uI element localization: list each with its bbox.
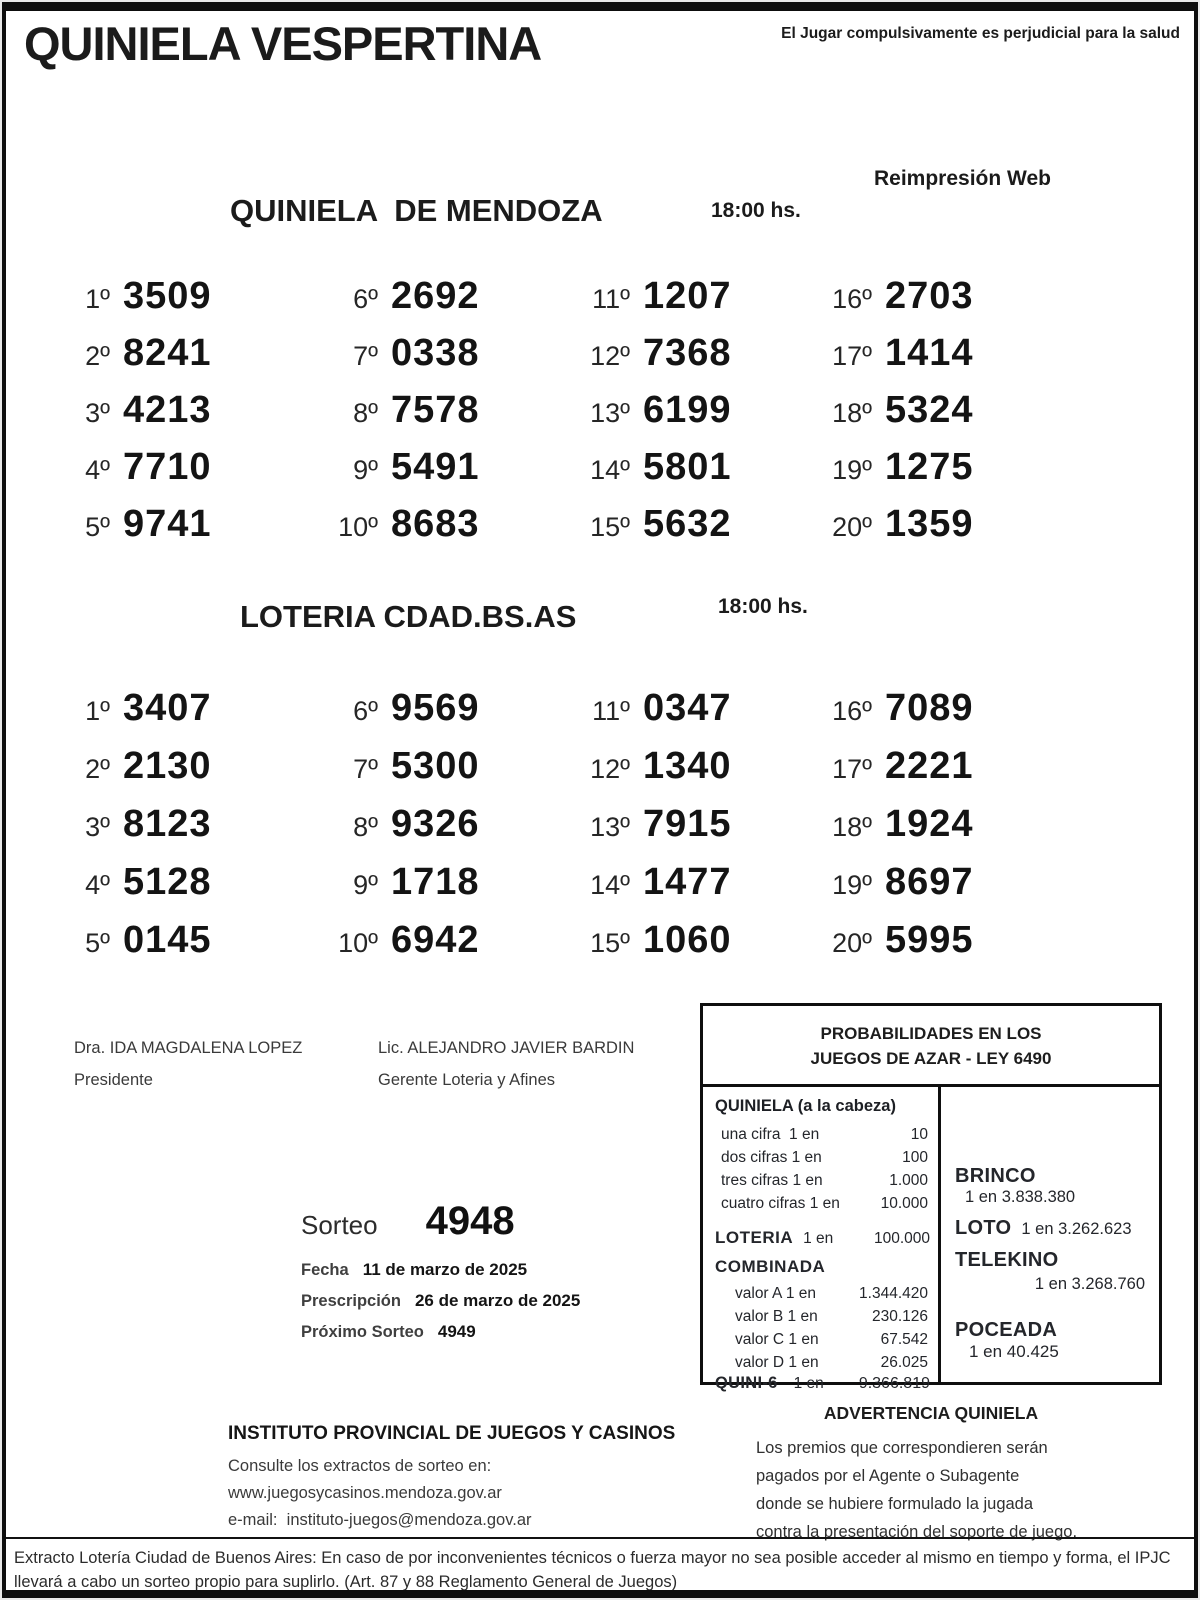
result-item bbox=[574, 275, 816, 318]
result-rank: 10º bbox=[338, 927, 378, 958]
result-rank: 11º bbox=[592, 695, 630, 726]
signatory-name: Dra. IDA MAGDALENA LOPEZ bbox=[74, 1039, 303, 1057]
probability-row bbox=[721, 1123, 928, 1146]
probability-value: 10.000 bbox=[880, 1195, 928, 1212]
result-number: 6199 bbox=[643, 389, 732, 431]
game-odds: 1 en 3.262.623 bbox=[1021, 1220, 1132, 1238]
result-number: 8697 bbox=[885, 860, 974, 903]
result-item bbox=[816, 503, 1144, 546]
result-rank: 10º bbox=[338, 512, 378, 542]
probability-value: 10 bbox=[910, 1126, 928, 1143]
probability-row bbox=[721, 1192, 928, 1215]
institute-line: Consulte los extractos de sorteo en: bbox=[228, 1457, 492, 1475]
result-item bbox=[816, 919, 1144, 962]
result-number: 5324 bbox=[885, 389, 974, 431]
result-item bbox=[54, 503, 322, 546]
probability-value: 67.542 bbox=[880, 1331, 928, 1348]
probabilities-box bbox=[700, 1003, 1162, 1392]
quiniela-odds-rows bbox=[715, 1123, 930, 1215]
result-item bbox=[54, 687, 322, 730]
probability-row bbox=[721, 1146, 928, 1169]
result-rank: 18º bbox=[832, 398, 872, 428]
result-number: 5128 bbox=[123, 860, 212, 903]
result-item bbox=[574, 861, 816, 904]
result-number: 7089 bbox=[885, 686, 974, 729]
result-rank: 1º bbox=[85, 695, 110, 726]
draw-info-label: Prescripción bbox=[301, 1292, 401, 1310]
probability-row bbox=[721, 1169, 928, 1192]
signatories bbox=[74, 1039, 682, 1090]
result-rank: 20º bbox=[832, 512, 872, 542]
bottom-divider bbox=[6, 1537, 1194, 1539]
result-item bbox=[574, 446, 816, 489]
institute-line: www.juegosycasinos.mendoza.gov.ar bbox=[228, 1484, 502, 1502]
result-number: 5300 bbox=[391, 744, 480, 787]
draw-time-mendoza: 18:00 hs. bbox=[711, 199, 801, 222]
probabilities-left-column bbox=[703, 1087, 941, 1392]
result-item bbox=[54, 332, 322, 375]
draw-info-row bbox=[301, 1260, 580, 1280]
draw-info-value: 4949 bbox=[437, 1322, 476, 1341]
result-item bbox=[54, 803, 322, 846]
result-number: 1359 bbox=[885, 503, 974, 545]
result-rank: 5º bbox=[85, 927, 110, 958]
result-number: 8683 bbox=[391, 503, 480, 545]
result-item bbox=[322, 745, 574, 788]
result-item bbox=[816, 332, 1144, 375]
signatory-role: Presidente bbox=[74, 1071, 153, 1089]
quini6-odds-row bbox=[715, 1374, 930, 1393]
draw-info bbox=[301, 1260, 580, 1353]
result-number: 3407 bbox=[123, 686, 212, 729]
loteria-mid: 1 en bbox=[803, 1230, 834, 1247]
probabilities-title-line1: PROBABILIDADES EN LOS bbox=[820, 1024, 1042, 1043]
result-item bbox=[322, 446, 574, 489]
draw-info-row bbox=[301, 1291, 580, 1311]
draw-info-label: Fecha bbox=[301, 1261, 349, 1279]
result-rank: 14º bbox=[590, 455, 630, 485]
game-name: POCEADA bbox=[955, 1319, 1058, 1341]
result-rank: 8º bbox=[353, 398, 378, 428]
result-item bbox=[54, 919, 322, 962]
result-number: 8123 bbox=[123, 802, 212, 845]
probability-label: valor C 1 en bbox=[735, 1331, 819, 1348]
result-rank: 20º bbox=[832, 927, 872, 958]
result-rank: 13º bbox=[590, 398, 630, 428]
result-number: 9741 bbox=[123, 503, 212, 545]
result-rank: 3º bbox=[85, 811, 110, 842]
probability-value: 1.344.420 bbox=[859, 1285, 928, 1302]
result-number: 6942 bbox=[391, 918, 480, 961]
disclaimer-text: Extracto Lotería Ciudad de Buenos Aires: En caso de por inconvenientes técnicos o fuerza mayor no sea posible acceder al mismo en tiempo y forma, el IPJC llevará a cabo un sorteo propio para suplirlo. (Art. 87 y 88 Reglamento General de Juegos) bbox=[14, 1549, 1171, 1591]
result-rank: 13º bbox=[590, 811, 630, 842]
result-number: 0347 bbox=[643, 686, 732, 729]
result-item bbox=[54, 745, 322, 788]
probability-label: cuatro cifras 1 en bbox=[721, 1195, 840, 1212]
result-number: 1414 bbox=[885, 332, 974, 374]
result-item bbox=[816, 745, 1144, 788]
combinada-header: COMBINADA bbox=[715, 1257, 826, 1276]
result-number: 2221 bbox=[885, 744, 974, 787]
result-number: 0145 bbox=[123, 918, 212, 961]
game-name: BRINCO bbox=[955, 1165, 1036, 1187]
probabilities-right-column bbox=[941, 1087, 1159, 1382]
result-rank: 1º bbox=[85, 284, 110, 314]
result-rank: 5º bbox=[85, 512, 110, 542]
result-number: 2130 bbox=[123, 744, 212, 787]
probability-row bbox=[735, 1351, 928, 1374]
result-item bbox=[574, 503, 816, 546]
result-rank: 9º bbox=[353, 455, 378, 485]
game-odds-row bbox=[955, 1249, 1149, 1295]
section-title-bsas: LOTERIA CDAD.BS.AS bbox=[240, 599, 577, 634]
probability-row bbox=[735, 1328, 928, 1351]
result-number: 4213 bbox=[123, 389, 212, 431]
result-rank: 6º bbox=[353, 695, 378, 726]
institute-lines bbox=[228, 1453, 675, 1534]
draw-info-label: Próximo Sorteo bbox=[301, 1323, 424, 1341]
result-rank: 9º bbox=[353, 869, 378, 900]
institute-line: e-mail: instituto-juegos@mendoza.gov.ar bbox=[228, 1511, 532, 1529]
result-number: 1477 bbox=[643, 860, 732, 903]
probability-label: tres cifras 1 en bbox=[721, 1172, 823, 1189]
result-item bbox=[54, 861, 322, 904]
draw-info-value: 11 de marzo de 2025 bbox=[362, 1260, 528, 1279]
result-rank: 8º bbox=[353, 811, 378, 842]
game-name: TELEKINO bbox=[955, 1249, 1059, 1271]
result-number: 7578 bbox=[391, 389, 480, 431]
result-rank: 19º bbox=[832, 869, 872, 900]
result-item bbox=[816, 446, 1144, 489]
result-item bbox=[54, 275, 322, 318]
result-number: 5491 bbox=[391, 446, 480, 488]
signatory-role: Gerente Loteria y Afines bbox=[378, 1071, 556, 1089]
probability-label: dos cifras 1 en bbox=[721, 1149, 822, 1166]
probability-label: valor A 1 en bbox=[735, 1285, 817, 1302]
probability-row bbox=[735, 1305, 928, 1328]
result-number: 7915 bbox=[643, 802, 732, 845]
advertencia-line: donde se hubiere formulado la jugada bbox=[756, 1495, 1034, 1513]
result-rank: 4º bbox=[85, 455, 110, 485]
result-number: 1060 bbox=[643, 918, 732, 961]
result-item bbox=[574, 687, 816, 730]
result-number: 9326 bbox=[391, 802, 480, 845]
quiniela-header: QUINIELA (a la cabeza) bbox=[715, 1097, 896, 1115]
result-number: 7710 bbox=[123, 446, 212, 488]
result-number: 9569 bbox=[391, 686, 480, 729]
result-item bbox=[54, 446, 322, 489]
result-number: 3509 bbox=[123, 275, 212, 317]
quini6-mid: 1 en bbox=[793, 1375, 824, 1392]
result-rank: 2º bbox=[85, 753, 110, 784]
advertencia-title: ADVERTENCIA QUINIELA bbox=[823, 1403, 1039, 1423]
result-rank: 2º bbox=[85, 341, 110, 371]
result-item bbox=[322, 275, 574, 318]
probability-label: valor B 1 en bbox=[735, 1308, 818, 1325]
result-rank: 3º bbox=[85, 398, 110, 428]
extract-document bbox=[2, 2, 1198, 1598]
signatory-block bbox=[378, 1039, 682, 1090]
result-item bbox=[322, 861, 574, 904]
result-item bbox=[322, 803, 574, 846]
result-rank: 12º bbox=[590, 753, 630, 784]
game-odds: 1 en 3.268.760 bbox=[1034, 1275, 1145, 1293]
advertencia-line: contra la presentación del soporte de juego. bbox=[756, 1523, 1078, 1541]
advertencia-line: Los premios que correspondieren serán bbox=[756, 1439, 1048, 1457]
probability-value: 100 bbox=[902, 1149, 928, 1166]
result-item bbox=[816, 687, 1144, 730]
result-rank: 16º bbox=[832, 284, 872, 314]
probability-label: valor D 1 en bbox=[735, 1354, 819, 1371]
loteria-value: 100.000 bbox=[873, 1230, 930, 1247]
institute-block bbox=[228, 1423, 675, 1534]
probability-value: 1.000 bbox=[889, 1172, 928, 1189]
result-rank: 12º bbox=[590, 341, 630, 371]
draw-number-row bbox=[301, 1199, 515, 1244]
probabilities-title-line2: JUEGOS DE AZAR - LEY 6490 bbox=[810, 1049, 1052, 1068]
result-number: 0338 bbox=[391, 332, 480, 374]
probabilities-title bbox=[703, 1006, 1159, 1087]
draw-label: Sorteo bbox=[301, 1210, 378, 1240]
result-number: 5995 bbox=[885, 918, 974, 961]
result-rank: 14º bbox=[590, 869, 630, 900]
loteria-label: LOTERIA bbox=[715, 1228, 794, 1247]
result-rank: 7º bbox=[353, 341, 378, 371]
section-title-mendoza: QUINIELA DE MENDOZA bbox=[230, 193, 603, 228]
institute-name: INSTITUTO PROVINCIAL DE JUEGOS Y CASINOS bbox=[228, 1423, 676, 1444]
result-item bbox=[322, 687, 574, 730]
result-rank: 17º bbox=[832, 341, 872, 371]
result-item bbox=[574, 389, 816, 432]
draw-number: 4948 bbox=[425, 1199, 515, 1243]
quini6-value: 9.366.819 bbox=[858, 1375, 930, 1392]
result-rank: 6º bbox=[353, 284, 378, 314]
advertencia-line: pagados por el Agente o Subagente bbox=[756, 1467, 1020, 1485]
results-grid-bsas bbox=[54, 679, 1144, 969]
result-number: 1340 bbox=[643, 744, 732, 787]
result-number: 5632 bbox=[643, 503, 732, 545]
result-item bbox=[322, 503, 574, 546]
result-rank: 16º bbox=[832, 695, 872, 726]
result-rank: 7º bbox=[353, 753, 378, 784]
result-item bbox=[574, 919, 816, 962]
result-number: 1924 bbox=[885, 802, 974, 845]
game-odds: 1 en 40.425 bbox=[969, 1342, 1059, 1361]
result-number: 5801 bbox=[643, 446, 732, 488]
draw-info-row bbox=[301, 1322, 580, 1342]
result-item bbox=[816, 803, 1144, 846]
result-item bbox=[816, 389, 1144, 432]
result-rank: 18º bbox=[832, 811, 872, 842]
game-odds: 1 en 3.838.380 bbox=[965, 1188, 1076, 1206]
result-rank: 19º bbox=[832, 455, 872, 485]
combinada-odds-rows bbox=[715, 1282, 930, 1374]
health-warning: El Jugar compulsivamente es perjudicial para la salud bbox=[781, 25, 1180, 42]
advertencia-block bbox=[700, 1403, 1162, 1546]
result-number: 1275 bbox=[885, 446, 974, 488]
result-number: 1207 bbox=[643, 275, 732, 317]
signatory-name: Lic. ALEJANDRO JAVIER BARDIN bbox=[378, 1039, 635, 1057]
reprint-web-label: Reimpresión Web bbox=[874, 167, 1051, 190]
result-item bbox=[816, 275, 1144, 318]
result-item bbox=[322, 919, 574, 962]
probability-value: 230.126 bbox=[871, 1308, 928, 1325]
probability-value: 26.025 bbox=[880, 1354, 928, 1371]
probabilities-columns bbox=[703, 1087, 1159, 1392]
result-rank: 4º bbox=[85, 869, 110, 900]
result-item bbox=[322, 389, 574, 432]
advertencia-lines bbox=[700, 1434, 1162, 1546]
result-number: 7368 bbox=[643, 332, 732, 374]
result-rank: 15º bbox=[590, 927, 630, 958]
game-odds-row bbox=[955, 1217, 1149, 1240]
result-item bbox=[816, 861, 1144, 904]
game-odds-row bbox=[955, 1165, 1149, 1208]
probability-label: una cifra 1 en bbox=[721, 1126, 820, 1143]
page-title: QUINIELA VESPERTINA bbox=[24, 17, 542, 70]
result-rank: 11º bbox=[592, 284, 630, 314]
result-item bbox=[574, 332, 816, 375]
result-item bbox=[54, 389, 322, 432]
signatory-block bbox=[74, 1039, 378, 1090]
probability-row bbox=[735, 1282, 928, 1305]
results-grid-mendoza bbox=[54, 268, 1144, 553]
result-number: 2703 bbox=[885, 275, 974, 317]
quini6-label: QUINI-6 bbox=[715, 1374, 778, 1392]
draw-info-value: 26 de marzo de 2025 bbox=[414, 1291, 581, 1310]
result-number: 2692 bbox=[391, 275, 480, 317]
result-rank: 15º bbox=[590, 512, 630, 542]
result-number: 1718 bbox=[391, 860, 480, 903]
draw-time-bsas: 18:00 hs. bbox=[718, 595, 808, 618]
result-rank: 17º bbox=[832, 753, 872, 784]
game-name: LOTO bbox=[955, 1217, 1012, 1239]
result-item bbox=[574, 803, 816, 846]
loteria-odds-row bbox=[715, 1228, 930, 1248]
result-item bbox=[574, 745, 816, 788]
game-odds-row bbox=[955, 1319, 1149, 1363]
result-number: 8241 bbox=[123, 332, 212, 374]
result-item bbox=[322, 332, 574, 375]
